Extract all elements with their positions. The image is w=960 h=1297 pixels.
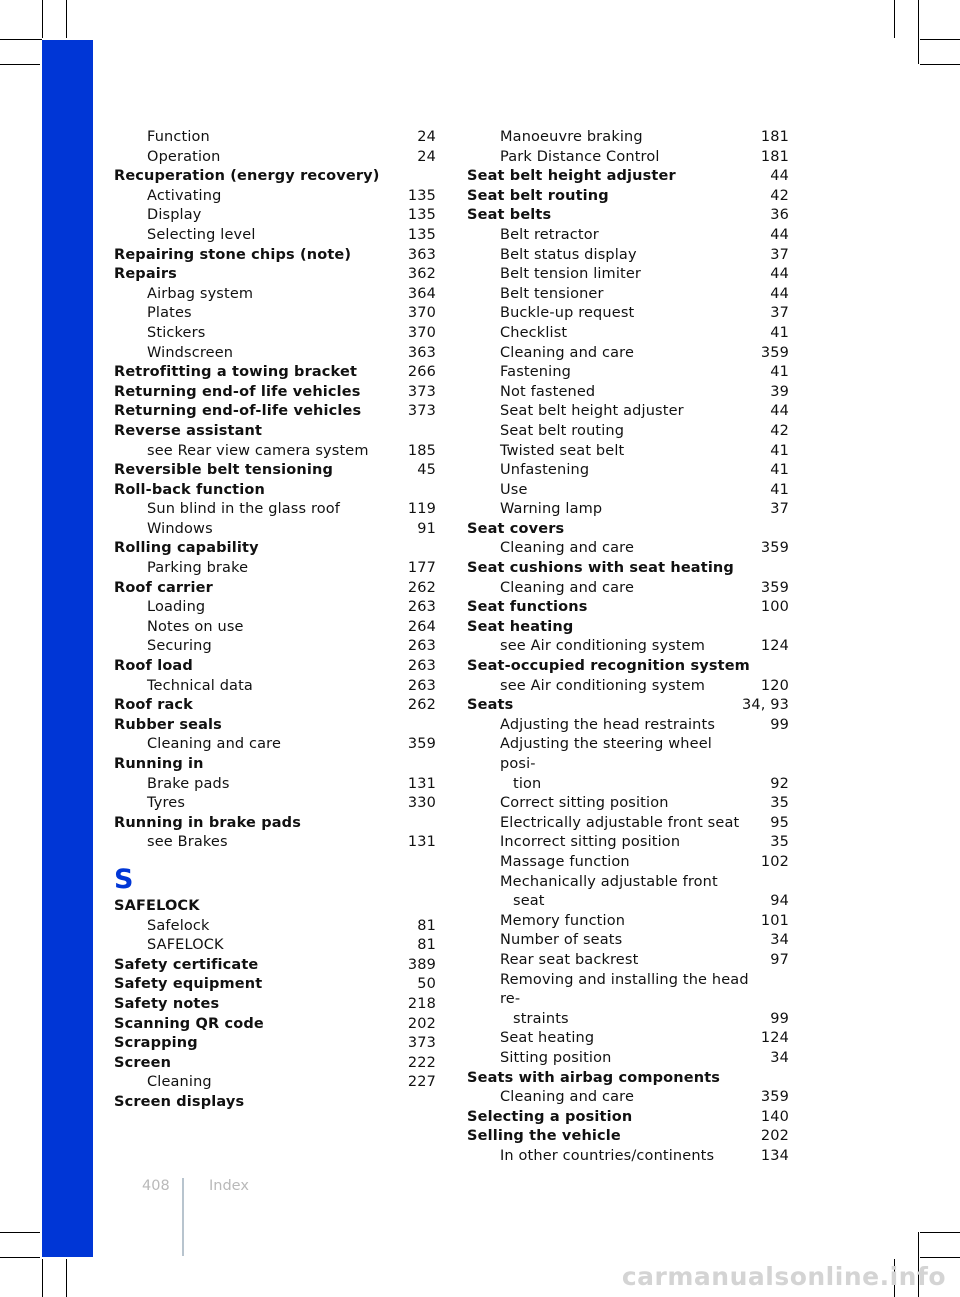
- index-term: Scrapping: [114, 1035, 198, 1052]
- index-entry: [467, 167, 789, 187]
- index-term: Cleaning and care: [147, 736, 282, 753]
- index-page-ref[interactable]: 100: [760, 599, 789, 616]
- index-subentry: [467, 422, 789, 442]
- index-subentry: [114, 559, 436, 579]
- crop-mark: [920, 1257, 960, 1258]
- index-term: Parking brake: [147, 560, 249, 577]
- watermark: carmanualsonline.info: [621, 1262, 946, 1291]
- index-entry: [114, 814, 436, 834]
- index-term: Securing: [147, 638, 212, 655]
- index-subentry: [467, 1049, 789, 1069]
- index-column-right: [467, 128, 789, 1166]
- index-subentry: [467, 265, 789, 285]
- index-entry: [114, 402, 436, 422]
- index-page-ref[interactable]: 92: [770, 775, 789, 792]
- index-entry: [467, 618, 789, 638]
- index-term: Seat belt routing: [500, 422, 625, 439]
- index-term: Seat functions: [467, 599, 588, 616]
- index-entry: [467, 598, 789, 618]
- index-subentry: [467, 442, 789, 462]
- index-subentry: [467, 285, 789, 305]
- index-term: Seat belt height adjuster: [467, 168, 676, 185]
- index-term: Display: [147, 207, 202, 224]
- index-page-ref[interactable]: 41: [770, 462, 789, 479]
- index-term-continuation: straints: [513, 1010, 569, 1027]
- index-page-ref[interactable]: 181: [760, 129, 789, 145]
- index-page-ref[interactable]: 44: [770, 226, 789, 243]
- index-subentry: [467, 853, 789, 873]
- index-term: Selling the vehicle: [467, 1128, 621, 1145]
- index-page-ref[interactable]: 262: [407, 579, 436, 596]
- index-term: Rear seat backrest: [500, 951, 639, 968]
- index-page-ref[interactable]: 81: [417, 917, 436, 934]
- index-page-ref[interactable]: 101: [760, 912, 789, 929]
- index-page-ref[interactable]: 363: [407, 344, 436, 361]
- index-subentry: [467, 814, 789, 834]
- index-subentry: [114, 304, 436, 324]
- index-subentry: [467, 539, 789, 559]
- index-subentry: [114, 936, 436, 956]
- index-subentry: [114, 794, 436, 814]
- index-entry: [114, 755, 436, 775]
- index-subentry: [467, 226, 789, 246]
- index-subentry: [114, 148, 436, 168]
- index-page-ref[interactable]: 263: [407, 658, 436, 675]
- index-entry: [114, 246, 436, 266]
- index-term: Seat-occupied recognition system: [467, 658, 750, 675]
- index-page-ref[interactable]: 373: [407, 383, 436, 400]
- index-page-ref[interactable]: 42: [770, 422, 789, 439]
- index-term: see Air conditioning system: [500, 638, 706, 655]
- index-term: Brake pads: [147, 775, 230, 792]
- index-term: Belt tensioner: [500, 285, 604, 302]
- index-term: Twisted seat belt: [500, 442, 625, 459]
- index-page-ref[interactable]: 44: [770, 168, 789, 185]
- index-entry: [467, 657, 789, 677]
- index-term: Cleaning and care: [500, 1089, 635, 1106]
- index-page-ref[interactable]: 95: [770, 814, 789, 831]
- index-subentry: [467, 383, 789, 403]
- index-page-ref[interactable]: 39: [770, 383, 789, 400]
- index-term: Roof load: [114, 658, 193, 675]
- index-subentry: [114, 520, 436, 540]
- index-subentry: [467, 579, 789, 599]
- index-term: Roof carrier: [114, 579, 213, 596]
- index-term: Sitting position: [500, 1049, 612, 1066]
- index-entry: [114, 363, 436, 383]
- index-term: Incorrect sitting position: [500, 834, 681, 851]
- index-term: Seat heating: [500, 1030, 595, 1047]
- index-subentry: [114, 735, 436, 755]
- index-subentry: [114, 285, 436, 305]
- index-term: Number of seats: [500, 932, 623, 949]
- index-page-ref[interactable]: 359: [407, 736, 436, 753]
- index-page-ref[interactable]: 37: [770, 305, 789, 322]
- index-subentry: [114, 442, 436, 462]
- crop-mark: [0, 64, 40, 65]
- index-term: Plates: [147, 305, 192, 322]
- index-subentry: [114, 598, 436, 618]
- index-term: Technical data: [147, 677, 253, 694]
- index-term: Rubber seals: [114, 716, 222, 733]
- index-term: Belt retractor: [500, 226, 599, 243]
- section-title: Index: [209, 1178, 249, 1194]
- index-page-ref[interactable]: 34, 93: [741, 697, 789, 714]
- index-term: Adjusting the head restraints: [500, 716, 716, 733]
- index-term: Seat cushions with seat heating: [467, 560, 734, 577]
- index-page-ref[interactable]: 389: [407, 956, 436, 973]
- index-page-ref[interactable]: 135: [407, 187, 436, 204]
- index-page-ref[interactable]: 263: [407, 599, 436, 616]
- index-page-ref[interactable]: 135: [407, 207, 436, 224]
- index-subentry: [467, 794, 789, 814]
- index-entry: [114, 461, 436, 481]
- index-term: In other countries/continents: [500, 1147, 715, 1164]
- index-term: Notes on use: [147, 618, 244, 635]
- index-subentry: [467, 1029, 789, 1049]
- index-term: Stickers: [147, 324, 206, 341]
- crop-mark: [920, 1232, 960, 1233]
- index-entry: [467, 1127, 789, 1147]
- index-term: Roof rack: [114, 697, 193, 714]
- index-page-ref[interactable]: 35: [770, 834, 789, 851]
- index-page-ref[interactable]: 50: [417, 976, 436, 993]
- index-page-ref[interactable]: 94: [770, 893, 789, 910]
- index-entry: [467, 696, 789, 716]
- index-subentry: [467, 677, 789, 697]
- index-subentry: [467, 637, 789, 657]
- index-entry: [467, 1069, 789, 1089]
- index-page-ref[interactable]: 34: [770, 1049, 789, 1066]
- index-page-ref[interactable]: 37: [770, 246, 789, 263]
- index-subentry: [467, 971, 789, 1030]
- index-term: Use: [500, 481, 528, 498]
- index-page-ref[interactable]: 227: [407, 1074, 436, 1091]
- index-subentry: [467, 402, 789, 422]
- index-term: Returning end-of-life vehicles: [114, 403, 362, 420]
- index-term-continuation: tion: [513, 775, 542, 792]
- index-term: Cleaning and care: [500, 344, 635, 361]
- index-page-ref[interactable]: 262: [407, 697, 436, 714]
- index-subentry: [114, 128, 436, 148]
- index-term: Scanning QR code: [114, 1015, 264, 1032]
- index-page-ref[interactable]: 131: [407, 775, 436, 792]
- crop-mark: [66, 0, 67, 38]
- index-term: see Brakes: [147, 834, 228, 851]
- index-page-ref[interactable]: 181: [760, 148, 789, 165]
- index-term: Loading: [147, 599, 206, 616]
- index-term: Safety equipment: [114, 976, 263, 993]
- index-entry: [114, 539, 436, 559]
- index-term: Cleaning: [147, 1074, 212, 1091]
- index-page-ref[interactable]: 120: [760, 677, 789, 694]
- index-term: Tyres: [147, 795, 186, 812]
- index-entry: [114, 579, 436, 599]
- index-subentry: [114, 324, 436, 344]
- index-term: Roll-back function: [114, 481, 265, 498]
- index-page-ref[interactable]: 44: [770, 266, 789, 283]
- index-term: Screen displays: [114, 1093, 245, 1110]
- index-page-ref[interactable]: 41: [770, 364, 789, 381]
- index-term: Unfastening: [500, 462, 590, 479]
- index-page-ref[interactable]: 330: [407, 795, 436, 812]
- index-subentry: [114, 917, 436, 937]
- index-page-ref[interactable]: 177: [407, 560, 436, 577]
- index-page-ref[interactable]: 359: [760, 1089, 789, 1106]
- index-entry: [467, 206, 789, 226]
- crop-mark: [42, 1259, 43, 1297]
- index-page-ref[interactable]: 124: [760, 638, 789, 655]
- index-page-ref[interactable]: 119: [407, 501, 436, 518]
- index-entry: [114, 167, 436, 187]
- crop-mark: [0, 1232, 40, 1233]
- index-term: Seat covers: [467, 520, 565, 537]
- index-page-ref[interactable]: 359: [760, 344, 789, 361]
- index-subentry: [467, 128, 789, 148]
- index-term: see Air conditioning system: [500, 677, 706, 694]
- index-page-ref[interactable]: 264: [407, 618, 436, 635]
- footer-divider: [182, 1178, 184, 1256]
- index-subentry: [467, 461, 789, 481]
- index-term: Cleaning and care: [500, 579, 635, 596]
- index-page-ref[interactable]: 131: [407, 834, 436, 851]
- index-page-ref[interactable]: 37: [770, 501, 789, 518]
- index-subentry: [114, 775, 436, 795]
- index-term: Buckle-up request: [500, 305, 635, 322]
- index-term: Returning end-of life vehicles: [114, 383, 361, 400]
- index-page-ref[interactable]: 359: [760, 540, 789, 557]
- index-term-continuation: seat: [513, 893, 545, 910]
- index-page-ref[interactable]: 263: [407, 677, 436, 694]
- index-term: Massage function: [500, 853, 630, 870]
- crop-mark: [920, 64, 960, 65]
- index-term: SAFELOCK: [114, 897, 200, 914]
- index-term: Checklist: [500, 324, 568, 341]
- index-term: Not fastened: [500, 383, 596, 400]
- index-subentry: [114, 187, 436, 207]
- index-term: Windows: [147, 520, 213, 537]
- index-term: Retrofitting a towing bracket: [114, 364, 358, 381]
- index-page-ref[interactable]: 134: [760, 1147, 789, 1164]
- crop-mark: [66, 1259, 67, 1297]
- index-subentry: [467, 363, 789, 383]
- index-page-ref[interactable]: 124: [760, 1030, 789, 1047]
- index-term: Fastening: [500, 364, 572, 381]
- index-page-ref[interactable]: 364: [407, 285, 436, 302]
- index-page-ref[interactable]: 99: [770, 1010, 789, 1027]
- index-subentry: [467, 324, 789, 344]
- index-term: Seat belt height adjuster: [500, 403, 684, 420]
- index-subentry: [114, 344, 436, 364]
- index-section-letter: S: [114, 863, 134, 895]
- index-subentry: [467, 344, 789, 364]
- index-entry: [114, 696, 436, 716]
- index-subentry: [467, 931, 789, 951]
- index-page-ref[interactable]: 35: [770, 795, 789, 812]
- index-term: Airbag system: [147, 285, 254, 302]
- index-page-ref[interactable]: 45: [417, 462, 436, 479]
- index-subentry: [114, 618, 436, 638]
- index-term: Memory function: [500, 912, 626, 929]
- index-page-ref[interactable]: 363: [407, 246, 436, 263]
- index-entry: [114, 956, 436, 976]
- index-term: Removing and installing the head re-: [500, 971, 749, 1008]
- index-page-ref[interactable]: 370: [407, 324, 436, 341]
- index-subentry: [467, 833, 789, 853]
- index-subentry: [467, 716, 789, 736]
- index-page-ref[interactable]: 24: [417, 129, 436, 145]
- index-subentry: [114, 833, 436, 853]
- crop-mark: [0, 1257, 40, 1258]
- crop-mark: [918, 0, 919, 64]
- index-subentry: [467, 1147, 789, 1167]
- index-entry: [114, 975, 436, 995]
- index-page-ref[interactable]: 24: [417, 148, 436, 165]
- index-term: Repairs: [114, 266, 177, 283]
- index-subentry: [467, 735, 789, 794]
- index-page-ref[interactable]: 91: [417, 520, 436, 537]
- index-term: Adjusting the steering wheel posi-: [500, 736, 712, 772]
- index-term: Recuperation (energy recovery): [114, 168, 380, 185]
- index-entry: [467, 520, 789, 540]
- index-subentry: [467, 912, 789, 932]
- index-entry: [114, 383, 436, 403]
- index-term: Seats: [467, 697, 514, 714]
- index-entry: [114, 716, 436, 736]
- index-page-ref[interactable]: 222: [407, 1054, 436, 1071]
- index-entry: [114, 1054, 436, 1074]
- index-term: Sun blind in the glass roof: [147, 501, 341, 518]
- index-term: Screen: [114, 1054, 172, 1071]
- index-term: Reverse assistant: [114, 422, 263, 439]
- index-subentry: [467, 1088, 789, 1108]
- index-page-ref[interactable]: 140: [760, 1108, 789, 1125]
- index-subentry: [467, 500, 789, 520]
- index-entry: [114, 995, 436, 1015]
- index-page-ref[interactable]: 362: [407, 266, 436, 283]
- index-entry: [467, 559, 789, 579]
- page-number: 408: [142, 1178, 170, 1194]
- index-term: Electrically adjustable front seat: [500, 814, 740, 831]
- index-page-ref[interactable]: 218: [407, 995, 436, 1012]
- index-subentry: [467, 148, 789, 168]
- crop-mark: [42, 0, 43, 38]
- index-term: Park Distance Control: [500, 148, 660, 165]
- index-page-ref[interactable]: 135: [407, 226, 436, 243]
- index-subentry: [114, 637, 436, 657]
- index-term: Rolling capability: [114, 540, 259, 557]
- index-term: Safelock: [147, 917, 210, 934]
- index-term: Manoeuvre braking: [500, 129, 643, 145]
- crop-mark: [0, 39, 42, 40]
- index-page-ref[interactable]: 202: [407, 1015, 436, 1032]
- index-term: Cleaning and care: [500, 540, 635, 557]
- index-term: Safety notes: [114, 995, 220, 1012]
- index-entry: [114, 265, 436, 285]
- index-page-ref[interactable]: 373: [407, 1035, 436, 1052]
- index-subentry: [114, 1073, 436, 1093]
- index-term: Running in brake pads: [114, 814, 301, 831]
- index-term: Belt status display: [500, 246, 637, 263]
- index-subentry: [467, 246, 789, 266]
- index-page-ref[interactable]: 102: [760, 853, 789, 870]
- index-term: Function: [147, 129, 210, 145]
- index-term: Windscreen: [147, 344, 234, 361]
- index-page-ref[interactable]: 41: [770, 481, 789, 498]
- index-term: Warning lamp: [500, 501, 603, 518]
- index-term: Running in: [114, 756, 204, 772]
- index-page-ref[interactable]: 373: [407, 403, 436, 420]
- index-term: Seat belt routing: [467, 187, 609, 204]
- index-term: Operation: [147, 148, 221, 165]
- index-entry: [114, 1034, 436, 1054]
- index-page-ref[interactable]: 34: [770, 932, 789, 949]
- index-term: Seats with airbag components: [467, 1069, 721, 1086]
- index-entry: [467, 1108, 789, 1128]
- index-subentry: [467, 304, 789, 324]
- index-column-left: [114, 128, 436, 1113]
- index-page-ref[interactable]: 263: [407, 638, 436, 655]
- index-page-ref[interactable]: 44: [770, 403, 789, 420]
- index-entry: [114, 422, 436, 442]
- index-subentry: [114, 500, 436, 520]
- index-page-ref[interactable]: 185: [407, 442, 436, 459]
- index-subentry: [114, 677, 436, 697]
- index-page-ref[interactable]: 370: [407, 305, 436, 322]
- index-term: Repairing stone chips (note): [114, 246, 352, 263]
- index-term: Correct sitting position: [500, 795, 669, 812]
- index-term: Mechanically adjustable front: [500, 873, 718, 890]
- index-entry: [114, 481, 436, 501]
- chapter-color-bar: [42, 40, 93, 1257]
- crop-mark: [920, 39, 960, 40]
- index-page-ref[interactable]: 41: [770, 324, 789, 341]
- index-term: see Rear view camera system: [147, 442, 369, 459]
- index-entry: [114, 657, 436, 677]
- index-page-ref[interactable]: 44: [770, 285, 789, 302]
- index-term: Safety certificate: [114, 956, 259, 973]
- index-term: Selecting level: [147, 226, 256, 243]
- index-term: Selecting a position: [467, 1108, 633, 1125]
- index-term: SAFELOCK: [147, 937, 224, 954]
- index-subentry: [467, 951, 789, 971]
- index-page-ref[interactable]: 266: [407, 364, 436, 381]
- index-page-ref[interactable]: 359: [760, 579, 789, 596]
- index-term: Belt tension limiter: [500, 266, 642, 283]
- index-subentry: [467, 481, 789, 501]
- index-page-ref[interactable]: 42: [770, 187, 789, 204]
- index-entry: [114, 897, 436, 917]
- index-term: Reversible belt tensioning: [114, 462, 333, 479]
- index-page-ref[interactable]: 81: [417, 937, 436, 954]
- index-subentry: [114, 226, 436, 246]
- index-entry: [114, 1015, 436, 1035]
- index-page-ref[interactable]: 41: [770, 442, 789, 459]
- index-entry: [114, 1093, 436, 1113]
- index-subentry: [467, 873, 789, 912]
- index-term: Activating: [147, 187, 222, 204]
- index-page-ref[interactable]: 97: [770, 951, 789, 968]
- index-page-ref[interactable]: 36: [770, 207, 789, 224]
- crop-mark: [894, 0, 895, 38]
- index-term: Seat heating: [467, 618, 574, 635]
- index-page-ref[interactable]: 202: [760, 1128, 789, 1145]
- index-term: Seat belts: [467, 207, 552, 224]
- index-subentry: [114, 206, 436, 226]
- index-entry: [467, 187, 789, 207]
- index-page-ref[interactable]: 99: [770, 716, 789, 733]
